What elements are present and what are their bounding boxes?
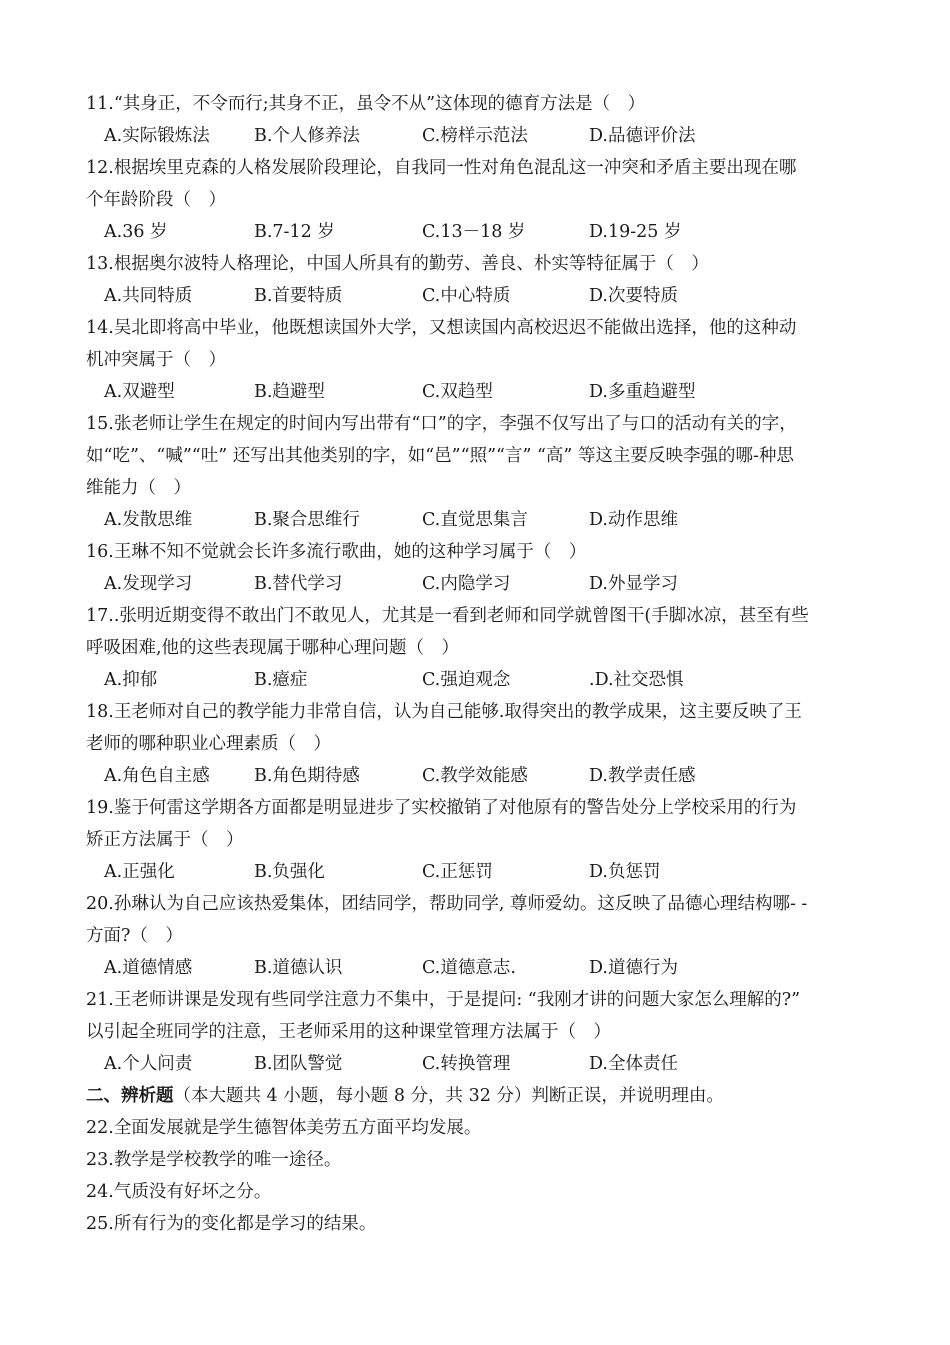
question-options — [86, 504, 876, 536]
section-instruction: （本大题共 4 小题，每小题 8 分，共 32 分）判断正误，并说明理由。 — [173, 1086, 724, 1106]
option-c: C.教学效能感 — [422, 766, 528, 786]
question-options — [86, 664, 876, 696]
question-20 — [86, 888, 876, 984]
question-options — [86, 216, 876, 248]
question-text: 矫正方法属于（ ） — [86, 830, 244, 850]
analysis-item: 24.气质没有好坏之分。 — [86, 1182, 272, 1202]
question-text: 16.王琳不知不觉就会长许多流行歌曲，她的这种学习属于（ ） — [86, 542, 587, 562]
question-text: 15.张老师让学生在规定的时间内写出带有“口”的字，李强不仅写出了与口的活动有关的字， — [86, 414, 797, 434]
option-b: B.道德认识 — [254, 958, 343, 978]
option-b: B.7-12 岁 — [254, 222, 335, 242]
question-19 — [86, 792, 876, 888]
analysis-item: 22.全面发展就是学生德智体美劳五方面平均发展。 — [86, 1118, 482, 1138]
option-c: C.13－18 岁 — [422, 222, 526, 242]
option-c: C.榜样示范法 — [422, 126, 528, 146]
option-b: B.替代学习 — [254, 574, 343, 594]
question-text: 14.吴北即将高中毕业，他既想读国外大学，又想读国内高校迟迟不能做出选择，他的这种动 — [86, 318, 797, 338]
question-16 — [86, 536, 876, 600]
question-options — [86, 120, 876, 152]
question-text: 以引起全班同学的注意，王老师采用的这种课堂管理方法属于（ ） — [86, 1022, 611, 1042]
question-13 — [86, 248, 876, 312]
question-text: 21.王老师讲课是发现有些同学注意力不集中，于是提问: “我刚才讲的问题大家怎么理解的?” — [86, 990, 801, 1010]
question-text: 12.根据埃里克森的人格发展阶段理论，自我同一性对角色混乱这一冲突和矛盾主要出现在哪 — [86, 158, 797, 178]
option-a: A.道德情感 — [104, 958, 193, 978]
option-d: D.外显学习 — [589, 574, 678, 594]
question-text: 11.“其身正，不令而行;其身不正，虽令不从”这体现的德育方法是（ ） — [86, 94, 646, 114]
question-text: 13.根据奥尔波特人格理论，中国人所具有的勤劳、善良、朴实等特征属于（ ） — [86, 254, 709, 274]
option-a: A.正强化 — [104, 862, 175, 882]
question-options — [86, 856, 876, 888]
option-d: D.教学责任感 — [589, 766, 696, 786]
option-c: C.转换管理 — [422, 1054, 511, 1074]
option-a: A.抑郁 — [104, 670, 158, 690]
question-options — [86, 376, 876, 408]
section-analysis — [86, 1080, 876, 1240]
option-a: A.实际锻炼法 — [104, 126, 210, 146]
option-c: C.直觉思集言 — [422, 510, 528, 530]
question-18 — [86, 696, 876, 792]
question-12 — [86, 152, 876, 248]
option-d: D.多重趋避型 — [589, 382, 696, 402]
question-17 — [86, 600, 876, 696]
question-text: 如“吃”、“喊”“吐” 还写出其他类别的字，如“邑”“照”“言” “高” 等这主要反映李强的哪-种思 — [86, 446, 794, 466]
option-a: A.角色自主感 — [104, 766, 210, 786]
section-header — [86, 1080, 876, 1112]
option-b: B.团队警觉 — [254, 1054, 343, 1074]
option-c: C.道德意志. — [422, 958, 516, 978]
option-b: B.个人修养法 — [254, 126, 360, 146]
option-a: A.36 岁 — [104, 222, 168, 242]
question-text: 20.孙琳认为自己应该热爱集体，团结同学，帮助同学, 尊师爱幼。这反映了品德心理结构哪- - — [86, 894, 808, 914]
page-content — [86, 88, 876, 1240]
question-text: 维能力（ ） — [86, 478, 191, 498]
option-a: A.发现学习 — [104, 574, 193, 594]
option-a: A.双避型 — [104, 382, 175, 402]
question-options — [86, 952, 876, 984]
option-a: A.个人问责 — [104, 1054, 193, 1074]
option-a: A.共同特质 — [104, 286, 193, 306]
option-b: B.癔症 — [254, 670, 308, 690]
question-text: 17..张明近期变得不敢出门不敢见人，尤其是一看到老师和同学就曾图干(手脚冰凉，甚至有些 — [86, 606, 809, 626]
option-d: D.19-25 岁 — [589, 222, 682, 242]
question-15 — [86, 408, 876, 536]
question-21 — [86, 984, 876, 1080]
option-d: D.道德行为 — [589, 958, 678, 978]
option-d: D.动作思维 — [589, 510, 678, 530]
analysis-item: 23.教学是学校教学的唯一途径。 — [86, 1150, 342, 1170]
option-b: B.首要特质 — [254, 286, 343, 306]
option-a: A.发散思维 — [104, 510, 193, 530]
option-d: D.负惩罚 — [589, 862, 661, 882]
question-options — [86, 568, 876, 600]
question-text: 呼吸困难,他的这些表现属于哪种心理问题（ ） — [86, 638, 460, 658]
option-c: C.中心特质 — [422, 286, 511, 306]
question-options — [86, 760, 876, 792]
option-c: C.强迫观念 — [422, 670, 511, 690]
section-heading: 二、辨析题 — [86, 1086, 174, 1106]
question-text: 老师的哪种职业心理素质（ ） — [86, 734, 331, 754]
analysis-item: 25.所有行为的变化都是学习的结果。 — [86, 1214, 377, 1234]
question-text: 19.鉴于何雷这学期各方面都是明显进步了实校撤销了对他原有的警告处分上学校采用的行为 — [86, 798, 797, 818]
question-options — [86, 1048, 876, 1080]
option-d: .D.社交恐惧 — [589, 670, 684, 690]
question-text: 18.王老师对自己的教学能力非常自信，认为自己能够.取得突出的教学成果，这主要反映了王 — [86, 702, 802, 722]
option-d: D.全体责任 — [589, 1054, 678, 1074]
option-c: C.双趋型 — [422, 382, 493, 402]
question-text: 方面?（ ） — [86, 926, 183, 946]
question-text: 个年龄阶段（ ） — [86, 190, 226, 210]
option-b: B.负强化 — [254, 862, 325, 882]
option-d: D.品德评价法 — [589, 126, 696, 146]
question-text: 机冲突属于（ ） — [86, 350, 226, 370]
question-11 — [86, 88, 876, 152]
question-options — [86, 280, 876, 312]
option-c: C.内隐学习 — [422, 574, 511, 594]
question-14 — [86, 312, 876, 408]
option-b: B.趋避型 — [254, 382, 325, 402]
option-d: D.次要特质 — [589, 286, 678, 306]
option-b: B.角色期待感 — [254, 766, 360, 786]
option-b: B.聚合思维行 — [254, 510, 360, 530]
option-c: C.正惩罚 — [422, 862, 493, 882]
